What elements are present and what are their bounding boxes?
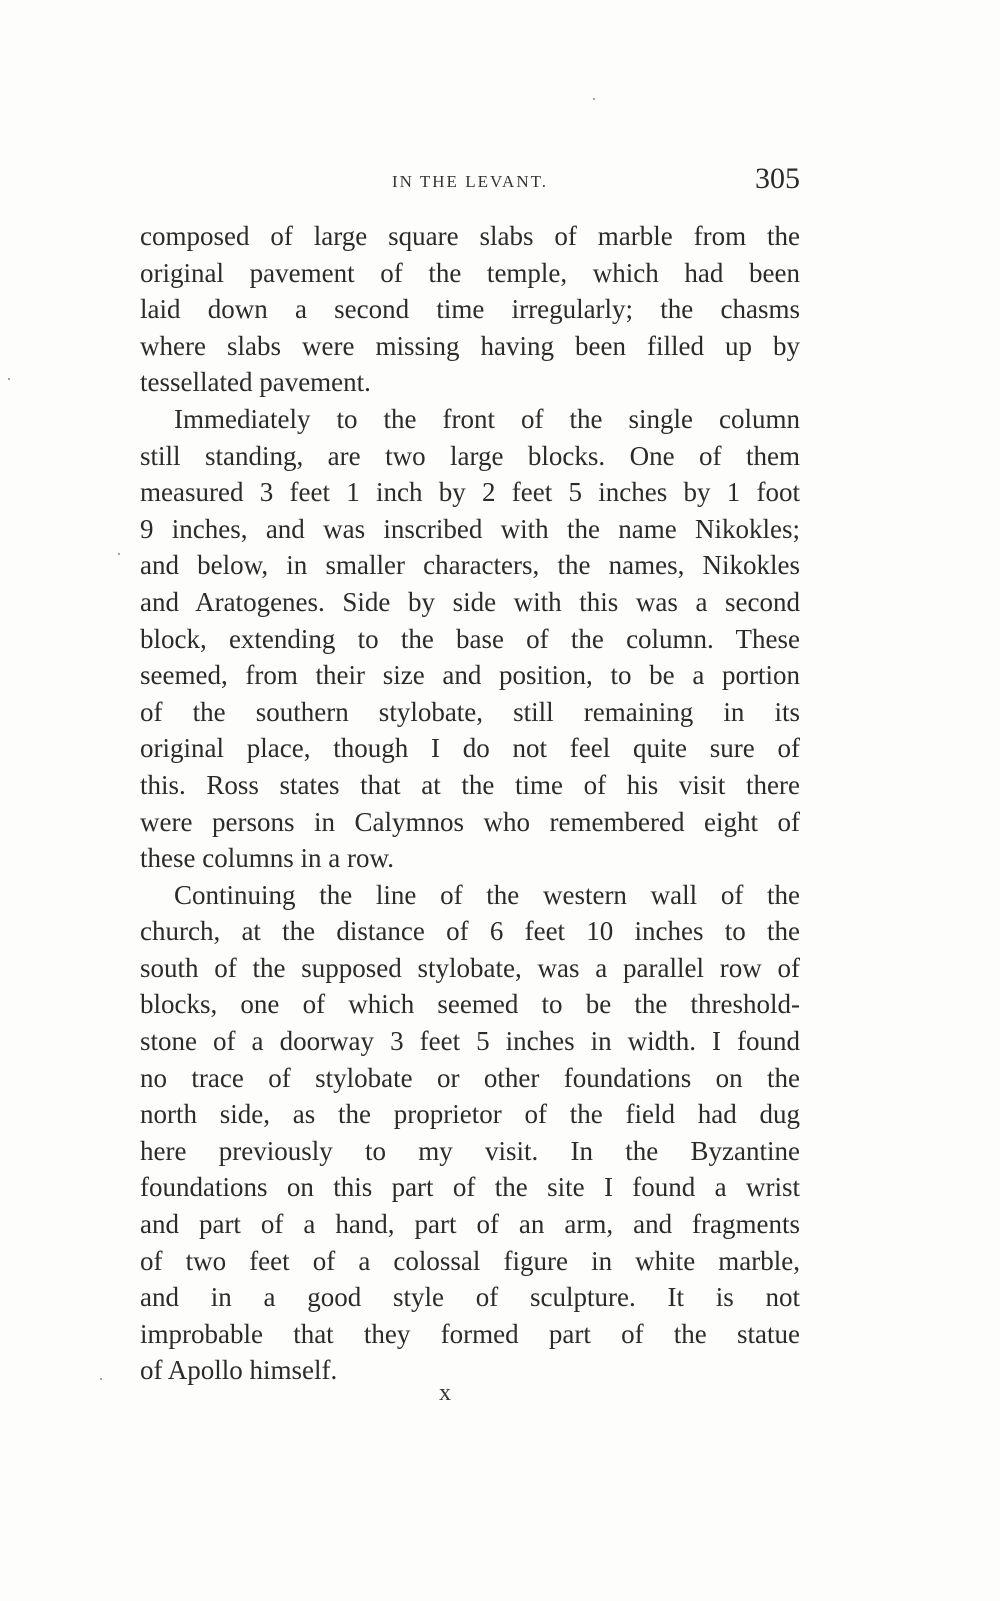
text-line: laid down a second time irregularly; the chasms xyxy=(140,294,800,325)
running-head xyxy=(140,162,800,202)
text-line: were persons in Calymnos who remembered eight of xyxy=(140,806,800,837)
text-line: this. Ross states that at the time of his visit there xyxy=(140,769,800,800)
text-line: where slabs were missing having been filled up by xyxy=(140,330,800,361)
print-speck xyxy=(8,378,10,380)
text-line: 9 inches, and was inscribed with the name Nikokles; xyxy=(140,513,800,544)
paragraph-1 xyxy=(140,218,800,401)
text-line: south of the supposed stylobate, was a parallel row of xyxy=(140,952,800,983)
text-line: of Apollo himself. xyxy=(140,1355,338,1386)
text-line: block, extending to the base of the column. These xyxy=(140,623,800,654)
text-line: no trace of stylobate or other foundations on the xyxy=(140,1062,800,1093)
text-line: and part of a hand, part of an arm, and fragments xyxy=(140,1209,800,1240)
text-line: Immediately to the front of the single column xyxy=(174,403,800,434)
text-line: church, at the distance of 6 feet 10 inches to the xyxy=(140,916,800,947)
text-line: and in a good style of sculpture. It is not xyxy=(140,1282,800,1313)
print-speck xyxy=(100,1378,102,1380)
text-line: foundations on this part of the site I found a wrist xyxy=(140,1172,800,1203)
print-speck xyxy=(118,553,120,555)
text-line: composed of large square slabs of marble from the xyxy=(140,221,800,251)
page-number: 305 xyxy=(755,162,800,195)
text-line: these columns in a row. xyxy=(140,843,394,874)
text-line: here previously to my visit. In the Byzantine xyxy=(140,1135,800,1166)
print-speck xyxy=(593,98,595,100)
paragraph-2 xyxy=(140,401,800,877)
running-title: IN THE LEVANT. xyxy=(392,172,548,191)
text-line: measured 3 feet 1 inch by 2 feet 5 inches by 1 foot xyxy=(140,477,800,508)
text-line: north side, as the proprietor of the field had dug xyxy=(140,1099,800,1130)
body-text xyxy=(140,218,800,1389)
text-line: original pavement of the temple, which had been xyxy=(140,257,800,288)
text-line: improbable that they formed part of the statue xyxy=(140,1318,800,1349)
signature-mark: x xyxy=(439,1380,451,1406)
text-line: still standing, are two large blocks. One of them xyxy=(140,440,800,471)
text-line: Continuing the line of the western wall of the xyxy=(174,879,800,910)
text-line: of two feet of a colossal figure in white marble, xyxy=(140,1245,800,1276)
text-line: tessellated pavement. xyxy=(140,367,371,398)
text-line: seemed, from their size and position, to be a portion xyxy=(140,660,800,691)
paragraph-3 xyxy=(140,877,800,1389)
text-line: blocks, one of which seemed to be the threshold- xyxy=(140,989,800,1020)
text-line: original place, though I do not feel quite sure of xyxy=(140,733,800,764)
text-line: stone of a doorway 3 feet 5 inches in width. I found xyxy=(140,1026,800,1057)
text-line: and Aratogenes. Side by side with this was a second xyxy=(140,586,800,617)
text-line: and below, in smaller characters, the names, Nikokles xyxy=(140,550,800,581)
text-line: of the southern stylobate, still remaining in its xyxy=(140,696,800,727)
